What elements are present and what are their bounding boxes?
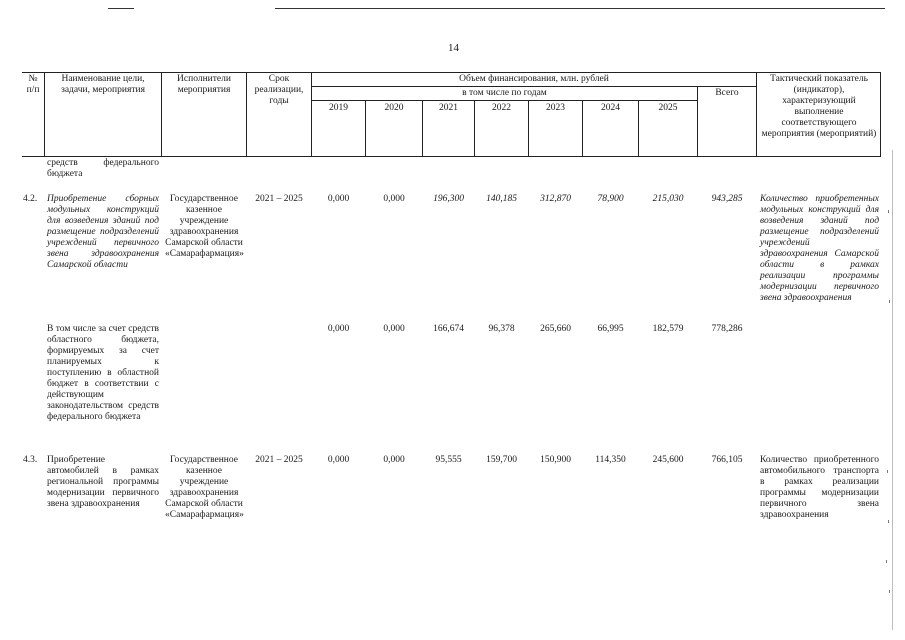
row-4-2-2025: 215,030 <box>652 194 684 204</box>
row-4-3-2025: 245,600 <box>652 455 684 465</box>
row-4-2-total: 943,285 <box>711 194 743 204</box>
row-sub-2021: 166,674 <box>433 324 464 334</box>
header-year-2019: 2019 <box>329 103 348 113</box>
top-rule-left <box>108 8 134 9</box>
row-sub-2019: 0,000 <box>327 324 350 334</box>
continuation-text: средств федерального бюджета <box>47 158 159 179</box>
row-4-2-executor: Государственное казенное учреждение здравоохранения Самарской области «Самарафармация» <box>165 194 244 259</box>
header-num: № п/п <box>26 74 40 95</box>
table-right-border <box>880 72 881 157</box>
row-4-3-indicator: Количество приобретенного автомобильного транспорта в рамках реализации программы модернизации первичного звена здравоохранения <box>760 455 879 520</box>
row-sub-name: В том числе за счет средств областного бюджета, формируемых за счет планируемых к поступлению в областной бюджет в соответствии с действующим законодательством средств федерального бюджета <box>47 324 159 422</box>
row-4-2-2022: 140,185 <box>486 194 517 204</box>
header-year-2023: 2023 <box>546 103 565 113</box>
header-executor: Исполнители мероприятия <box>177 74 231 95</box>
row-4-3-total: 766,105 <box>711 455 743 465</box>
header-by-years: в том числе по годам <box>462 88 547 98</box>
header-term: Срок реализации, годы <box>254 74 304 106</box>
scan-dot <box>886 560 887 563</box>
row-sub-2023: 265,660 <box>540 324 571 334</box>
row-4-2-name: Приобретение сборных модульных конструкций для возведения зданий под размещение подразделений учреждений первичного звена здравоохранения Самарской области <box>47 194 159 270</box>
row-4-2-2020: 0,000 <box>383 194 405 204</box>
col-line-12 <box>756 72 757 157</box>
col-line-2 <box>161 72 162 157</box>
funding-header-divider <box>311 86 756 87</box>
row-4-3-2024: 114,350 <box>595 455 626 465</box>
row-4-3-2023: 150,900 <box>540 455 571 465</box>
row-4-2-2019: 0,000 <box>327 194 350 204</box>
row-4-3-name: Приобретение автомобилей в рамках региональной программы модернизации первичного звена здравоохранения <box>47 455 159 509</box>
scan-dot <box>888 210 889 213</box>
scan-dot <box>889 590 890 593</box>
page-number: 14 <box>448 42 459 54</box>
header-total: Всего <box>715 88 739 98</box>
scan-dot <box>889 300 890 303</box>
row-4-3-executor: Государственное казенное учреждение здравоохранения Самарской области «Самарафармация» <box>165 455 244 520</box>
header-indicator: Тактический показатель (индикатор), характеризующий выполнение соответствующего мероприятия (мероприятий) <box>761 74 877 139</box>
years-header-divider <box>311 100 697 101</box>
scan-dot <box>887 470 888 473</box>
row-4-3-num: 4.3. <box>23 455 38 465</box>
header-bottom-border <box>22 156 881 157</box>
row-4-2-2023: 312,870 <box>540 194 571 204</box>
col-line-3 <box>246 72 247 157</box>
row-sub-total: 778,286 <box>711 324 743 334</box>
row-sub-2022: 96,378 <box>488 324 515 334</box>
row-sub-2020: 0,000 <box>383 324 405 334</box>
row-4-2-num: 4.2. <box>23 194 38 204</box>
col-line-1 <box>44 72 45 157</box>
row-sub-2025: 182,579 <box>652 324 684 334</box>
row-4-3-2022: 159,700 <box>486 455 517 465</box>
header-name: Наименование цели, задачи, мероприятия <box>61 74 145 95</box>
header-year-2024: 2024 <box>601 103 620 113</box>
header-year-2020: 2020 <box>384 103 404 113</box>
header-year-2025: 2025 <box>658 103 678 113</box>
row-4-3-2020: 0,000 <box>383 455 405 465</box>
header-year-2021: 2021 <box>439 103 458 113</box>
table-top-border <box>22 72 881 73</box>
row-4-3-term: 2021 – 2025 <box>255 455 303 465</box>
header-funding: Объем финансирования, млн. рублей <box>459 74 609 84</box>
row-4-2-indicator: Количество приобретенных модульных конструкций для возведения зданий под размещение подразделений учреждений здравоохранения Самарской области в рамках реализации программы модернизации первичного звена здравоохранения <box>760 194 879 303</box>
row-4-2-2021: 196,300 <box>433 194 464 204</box>
scan-dot <box>888 520 889 523</box>
top-rule-right <box>275 8 885 9</box>
scan-edge-line <box>892 150 893 630</box>
row-4-3-2021: 95,555 <box>435 455 462 465</box>
row-4-2-term: 2021 – 2025 <box>255 194 303 204</box>
header-year-2022: 2022 <box>492 103 511 113</box>
row-4-3-2019: 0,000 <box>327 455 350 465</box>
row-4-2-2024: 78,900 <box>597 194 624 204</box>
row-sub-2024: 66,995 <box>597 324 624 334</box>
